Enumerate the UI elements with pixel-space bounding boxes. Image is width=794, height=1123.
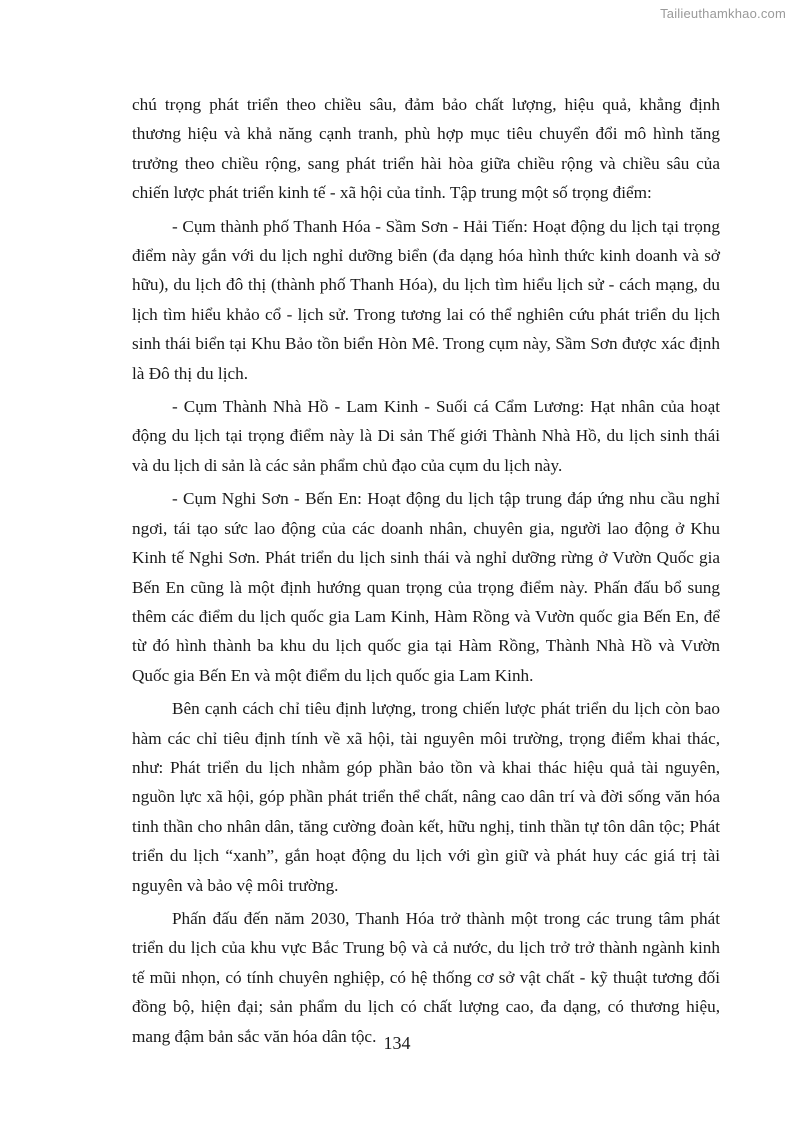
paragraph-cluster-nghi-son-ben-en: - Cụm Nghi Sơn - Bến En: Hoạt động du lịch tập trung đáp ứng nhu cầu nghỉ ngơi, tái tạo sức lao động của các doanh nhân, chuyên gia, người lao động ở Khu Kinh tế Nghi Sơn. Phát triển du lịch sinh thái và nghỉ dưỡng rừng ở Vườn Quốc gia Bến En cũng là một định hướng quan trọng của trọng điểm này. Phấn đấu bổ sung thêm các điểm du lịch quốc gia Lam Kinh, Hàm Rồng và Vườn quốc gia Bến En, để từ đó hình thành ba khu du lịch quốc gia tại Hàm Rồng, Thành Nhà Hồ và Vườn Quốc gia Bến En và một điểm du lịch quốc gia Lam Kinh.	[132, 489, 720, 685]
page-body	[132, 90, 720, 1055]
paragraph-cluster-thanh-hoa-sam-son: - Cụm thành phố Thanh Hóa - Sầm Sơn - Hải Tiến: Hoạt động du lịch tại trọng điểm này gắn với du lịch nghỉ dưỡng biển (đa dạng hóa hình thức kinh doanh và sở hữu), du lịch đô thị (thành phố Thanh Hóa), du lịch tìm hiểu lịch sử - cách mạng, du lịch tìm hiểu khảo cổ - lịch sử. Trong tương lai có thể nghiên cứu phát triển du lịch sinh thái biển tại Khu Bảo tồn biển Hòn Mê. Trong cụm này, Sầm Sơn được xác định là Đô thị du lịch.	[132, 216, 720, 383]
watermark: Tailieuthamkhao.com	[660, 6, 786, 21]
paragraph-2030-goal: Phấn đấu đến năm 2030, Thanh Hóa trở thành một trong các trung tâm phát triển du lịch của khu vực Bắc Trung bộ và cả nước, du lịch trở trở thành ngành kinh tế mũi nhọn, có tính chuyên nghiệp, có hệ thống cơ sở vật chất - kỹ thuật tương đối đồng bộ, hiện đại; sản phẩm du lịch có chất lượng cao, đa dạng, có thương hiệu, mang đậm bản sắc văn hóa dân tộc.	[132, 908, 720, 1046]
paragraph-qualitative-targets: Bên cạnh cách chỉ tiêu định lượng, trong chiến lược phát triển du lịch còn bao hàm các chỉ tiêu định tính về xã hội, tài nguyên môi trường, trọng điểm khai thác, như: Phát triển du lịch nhằm góp phần bảo tồn và khai thác hiệu quả tài nguyên, nguồn lực xã hội, góp phần phát triển thể chất, nâng cao dân trí và đời sống văn hóa tinh thần cho nhân dân, tăng cường đoàn kết, hữu nghị, tinh thần tự tôn dân tộc; Phát triển du lịch “xanh”, gắn hoạt động du lịch với gìn giữ và phát huy các giá trị tài nguyên và bảo vệ môi trường.	[132, 699, 720, 895]
paragraph-cluster-thanh-nha-ho: - Cụm Thành Nhà Hồ - Lam Kinh - Suối cá Cẩm Lương: Hạt nhân của hoạt động du lịch tại trọng điểm này là Di sản Thế giới Thành Nhà Hồ, du lịch sinh thái và du lịch di sản là các sản phẩm chủ đạo của cụm du lịch này.	[132, 397, 720, 475]
page-number: 134	[383, 1033, 411, 1053]
paragraph-continuation: chú trọng phát triển theo chiều sâu, đảm bảo chất lượng, hiệu quả, khẳng định thương hiệu và khả năng cạnh tranh, phù hợp mục tiêu chuyển đổi mô hình tăng trưởng theo chiều rộng, sang phát triển hài hòa giữa chiều rộng và chiều sâu của chiến lược phát triển kinh tế - xã hội của tỉnh. Tập trung một số trọng điểm:	[132, 95, 720, 203]
